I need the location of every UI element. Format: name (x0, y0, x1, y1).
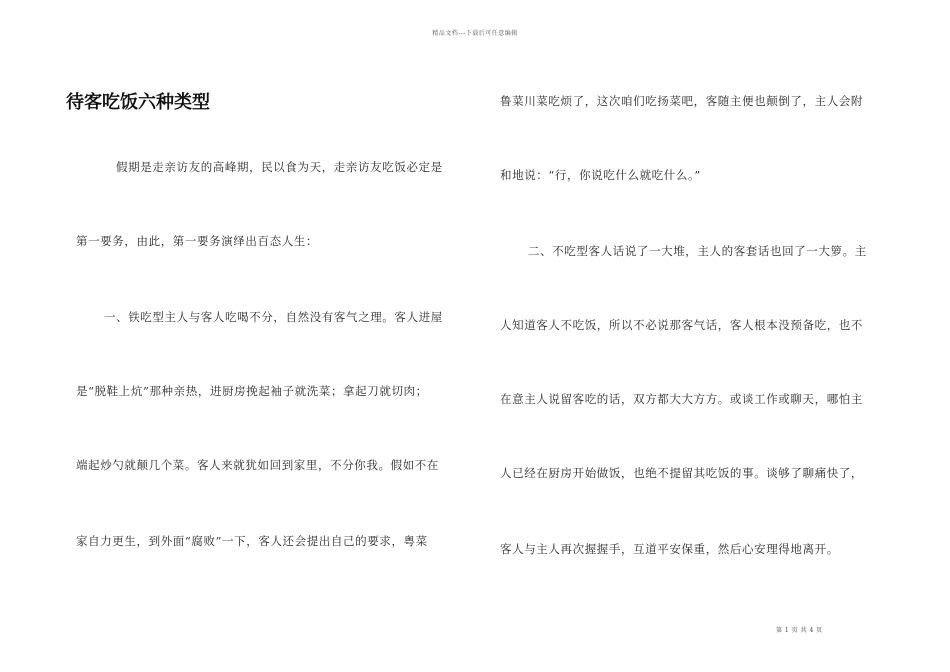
paragraph-line: 人知道客人不吃饭，所以不必说那客气话，客人根本没预备吃，也不 (500, 318, 863, 332)
header-note: 精品文档---下载后可任意编辑 (432, 30, 518, 37)
paragraph-line: 第一要务，由此，第一要务演绎出百态人生： (76, 234, 318, 248)
document-title: 待客吃饭六种类型 (66, 92, 210, 113)
paragraph-line: 客人与主人再次握握手，互道平安保重，然后心安理得地离开。 (500, 542, 839, 556)
paragraph-line: 二、不吃型客人话说了一大堆，主人的客套话也回了一大箩。主 (528, 244, 867, 258)
paragraph-line: 鲁菜川菜吃烦了，这次咱们吃扬菜吧，客随主便也颠倒了，主人会附 (500, 94, 863, 108)
paragraph-line: 假期是走亲访友的高峰期，民以食为天，走亲访友吃饭必定是 (116, 160, 443, 174)
paragraph-line: 人已经在厨房开始做饭，也绝不提留其吃饭的事。谈够了聊痛快了， (500, 466, 863, 480)
page-footer: 第 1 页 共 4 页 (776, 627, 823, 634)
paragraph-line: 和地说：“行，你说吃什么就吃什么。” (500, 168, 701, 182)
paragraph-line: 在意主人说留客吃的话，双方都大大方方。或谈工作或聊天，哪怕主 (500, 392, 863, 406)
paragraph-line: 端起炒勺就颠几个菜。客人来就犹如回到家里，不分你我。假如不在 (76, 458, 439, 472)
paragraph-line: 家自力更生，到外面“腐败”一下，客人还会提出自己的要求，粤菜 (76, 534, 428, 548)
paragraph-line: 一、铁吃型主人与客人吃喝不分，自然没有客气之理。客人进屋 (104, 310, 443, 324)
paragraph-line: 是“脱鞋上炕”那种亲热，进厨房挽起袖子就洗菜；拿起刀就切肉； (76, 384, 428, 398)
